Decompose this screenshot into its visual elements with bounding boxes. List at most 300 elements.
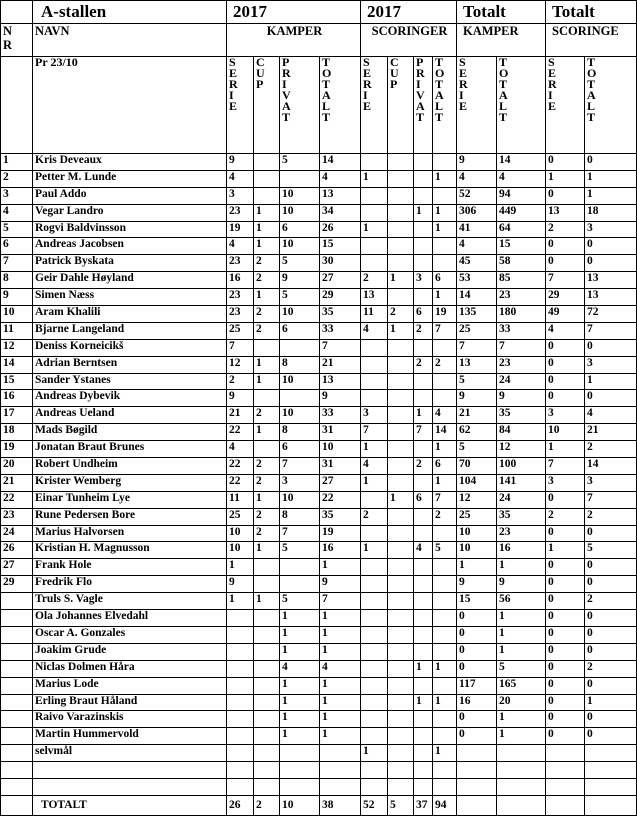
cell-cup-scoringer: 5 xyxy=(388,795,414,815)
cell-totalt-scoringer: 1 xyxy=(433,221,457,238)
nr-label: NR xyxy=(3,24,13,52)
cell-serie-kamper xyxy=(227,694,254,711)
cell-nr: 27 xyxy=(1,559,33,576)
cell-name: Patrick Byskata xyxy=(33,255,227,272)
cell-cup-kamper xyxy=(254,626,280,643)
cell-cup-scoringer: 2 xyxy=(388,306,414,323)
cell-totalt-total-kamper: 15 xyxy=(497,238,546,255)
cell-totalt-kamper: 9 xyxy=(320,390,361,407)
sub-totalt: TOTALT xyxy=(587,56,597,124)
cell-privat-scoringer xyxy=(414,390,433,407)
cell-cup-kamper xyxy=(254,610,280,627)
cell-serie-scoringer: 1 xyxy=(361,221,388,238)
cell-totalt-scoringer xyxy=(433,525,457,542)
cell-serie-total-scoringer: 49 xyxy=(546,306,585,323)
cell-totalt-scoringer: 6 xyxy=(433,458,457,475)
cell-name: Jonatan Braut Brunes xyxy=(33,441,227,458)
cell-serie-scoringer xyxy=(361,356,388,373)
cell-name: Andreas Ueland xyxy=(33,407,227,424)
cell-cup-kamper: 2 xyxy=(254,322,280,339)
cell-name: Martin Hummervold xyxy=(33,728,227,745)
cell-serie-total-kamper: 5 xyxy=(457,373,497,390)
cell-cup-scoringer xyxy=(388,221,414,238)
table-row xyxy=(1,593,637,610)
cell-cup-scoringer xyxy=(388,525,414,542)
cell-totalt-kamper: 7 xyxy=(320,339,361,356)
kamper-label: KAMPER xyxy=(227,24,361,57)
cell-serie-kamper xyxy=(227,728,254,745)
cell-totalt-scoringer: 1 xyxy=(433,289,457,306)
cell-cup-scoringer xyxy=(388,576,414,593)
cell-serie-scoringer xyxy=(361,255,388,272)
cell-totalt-kamper: 4 xyxy=(320,170,361,187)
cell-serie-scoringer: 3 xyxy=(361,407,388,424)
cell-serie-scoringer xyxy=(361,390,388,407)
cell-cup-kamper: 1 xyxy=(254,424,280,441)
cell-serie-scoringer: 2 xyxy=(361,272,388,289)
cell-privat-scoringer: 2 xyxy=(414,322,433,339)
cell-totalt-scoringer: 4 xyxy=(433,407,457,424)
cell-totalt-kamper: 35 xyxy=(320,508,361,525)
header-row-sub xyxy=(1,57,637,154)
cell-totalt-kamper: 1 xyxy=(320,728,361,745)
cell-totalt-scoringer: 5 xyxy=(433,542,457,559)
cell-totalt-kamper: 1 xyxy=(320,677,361,694)
cell-serie-kamper: 23 xyxy=(227,306,254,323)
table-row xyxy=(1,474,637,491)
cell-name: Fredrik Flo xyxy=(33,576,227,593)
cell-serie-total-kamper: 10 xyxy=(457,525,497,542)
cell-totalt-kamper: 19 xyxy=(320,525,361,542)
cell-nr: 16 xyxy=(1,390,33,407)
cell-privat-kamper: 9 xyxy=(280,272,320,289)
cell-privat-kamper: 10 xyxy=(280,238,320,255)
table-row xyxy=(1,289,637,306)
cell-totalt-total-kamper: 449 xyxy=(497,204,546,221)
cell-privat-kamper: 1 xyxy=(280,626,320,643)
cell-serie-scoringer xyxy=(361,559,388,576)
cell-cup-kamper xyxy=(254,694,280,711)
empty-cell xyxy=(320,762,361,779)
table-row xyxy=(1,170,637,187)
cell-totalt-scoringer: 2 xyxy=(433,508,457,525)
cell-totalt-total-kamper: 24 xyxy=(497,491,546,508)
cell-nr xyxy=(1,694,33,711)
cell-privat-kamper: 5 xyxy=(280,593,320,610)
cell-serie-kamper: 2 xyxy=(227,373,254,390)
table-row xyxy=(1,491,637,508)
cell-cup-scoringer xyxy=(388,154,414,171)
cell-cup-kamper: 1 xyxy=(254,373,280,390)
cell-totalt-total-scoringer: 0 xyxy=(585,677,637,694)
cell-serie-kamper: 22 xyxy=(227,458,254,475)
empty-cell xyxy=(227,778,254,795)
cell-totalt-scoringer xyxy=(433,339,457,356)
cell-serie-kamper xyxy=(227,643,254,660)
cell-totalt-total-kamper: 12 xyxy=(497,441,546,458)
cell-totalt-total-scoringer xyxy=(585,745,637,762)
cell-serie-kamper: 9 xyxy=(227,154,254,171)
cell-serie-scoringer xyxy=(361,238,388,255)
cell-nr xyxy=(1,593,33,610)
empty-cell xyxy=(414,762,433,779)
cell-totalt-total-scoringer: 0 xyxy=(585,525,637,542)
cell-nr: 3 xyxy=(1,187,33,204)
table-row xyxy=(1,542,637,559)
cell-serie-total-kamper: 70 xyxy=(457,458,497,475)
empty-cell xyxy=(546,778,585,795)
sub-serie: SERIE xyxy=(363,56,372,113)
cell-serie-total-scoringer: 0 xyxy=(546,559,585,576)
cell-serie-total-kamper: 62 xyxy=(457,424,497,441)
table-row xyxy=(1,373,637,390)
cell-name: Raivo Varazinskis xyxy=(33,711,227,728)
cell-serie-total-kamper: 12 xyxy=(457,491,497,508)
cell-serie-kamper xyxy=(227,745,254,762)
cell-nr: 21 xyxy=(1,474,33,491)
cell-serie-total-scoringer: 0 xyxy=(546,373,585,390)
table-row xyxy=(1,441,637,458)
cell-serie-total-scoringer: 0 xyxy=(546,576,585,593)
cell-name: Mads Bøgild xyxy=(33,424,227,441)
cell-name: Petter M. Lunde xyxy=(33,170,227,187)
cell-serie-scoringer: 52 xyxy=(361,795,388,815)
cell-privat-scoringer xyxy=(414,221,433,238)
cell-totalt-total-kamper: 1 xyxy=(497,626,546,643)
cell-serie-total-kamper: 21 xyxy=(457,407,497,424)
cell-serie-total-kamper: 41 xyxy=(457,221,497,238)
cell-totalt-scoringer: 1 xyxy=(433,441,457,458)
cell-nr xyxy=(1,626,33,643)
cell-totalt-kamper: 10 xyxy=(320,441,361,458)
cell-cup-kamper: 1 xyxy=(254,542,280,559)
table-row xyxy=(1,610,637,627)
empty-cell xyxy=(361,778,388,795)
cell-totalt-total-scoringer: 2 xyxy=(585,508,637,525)
cell-serie-kamper: 4 xyxy=(227,441,254,458)
cell-serie-total-kamper: 52 xyxy=(457,187,497,204)
cell-totalt-total-kamper: 64 xyxy=(497,221,546,238)
cell-totalt-kamper: 21 xyxy=(320,356,361,373)
cell-serie-total-scoringer: 0 xyxy=(546,643,585,660)
date-label: Pr 23/10 xyxy=(33,57,227,154)
cell-totalt-scoringer: 2 xyxy=(433,356,457,373)
cell-serie-total-scoringer: 3 xyxy=(546,474,585,491)
cell-serie-scoringer: 13 xyxy=(361,289,388,306)
cell-serie-total-kamper: 9 xyxy=(457,390,497,407)
cell-cup-scoringer xyxy=(388,238,414,255)
cell-name: Einar Tunheim Lye xyxy=(33,491,227,508)
cell-privat-kamper: 8 xyxy=(280,356,320,373)
cell-totalt-total-kamper: 1 xyxy=(497,711,546,728)
cell-totalt-total-scoringer: 3 xyxy=(585,474,637,491)
table-row xyxy=(1,204,637,221)
totalt-scoringer-header: Totalt xyxy=(546,1,637,24)
cell-cup-scoringer xyxy=(388,356,414,373)
table-row xyxy=(1,559,637,576)
cell-serie-total-kamper: 0 xyxy=(457,728,497,745)
cell-totalt-kamper: 22 xyxy=(320,491,361,508)
cell-totalt-total-kamper: 100 xyxy=(497,458,546,475)
cell-serie-scoringer: 1 xyxy=(361,542,388,559)
cell-serie-kamper xyxy=(227,660,254,677)
cell-serie-total-kamper: 25 xyxy=(457,322,497,339)
cell-serie-scoringer xyxy=(361,339,388,356)
cell-totalt-kamper: 13 xyxy=(320,187,361,204)
cell-totalt-scoringer xyxy=(433,187,457,204)
cell-serie-scoringer: 1 xyxy=(361,474,388,491)
cell-serie-total-kamper: 104 xyxy=(457,474,497,491)
cell-serie-total-scoringer: 7 xyxy=(546,272,585,289)
cell-name: Aram Khalili xyxy=(33,306,227,323)
cell-serie-total-scoringer: 0 xyxy=(546,677,585,694)
table-row xyxy=(1,339,637,356)
cell-privat-scoringer xyxy=(414,187,433,204)
cell-privat-scoringer xyxy=(414,593,433,610)
sub-serie: SERIE xyxy=(459,56,468,113)
cell-privat-kamper: 10 xyxy=(280,491,320,508)
cell-nr: 2 xyxy=(1,170,33,187)
cell-privat-scoringer xyxy=(414,339,433,356)
cell-totalt-total-kamper: 165 xyxy=(497,677,546,694)
cell-totalt-total-scoringer: 2 xyxy=(585,441,637,458)
cell-cup-scoringer xyxy=(388,711,414,728)
empty-cell xyxy=(585,762,637,779)
cell-serie-total-kamper: 0 xyxy=(457,626,497,643)
cell-totalt-total-kamper: 1 xyxy=(497,559,546,576)
cell-name: Marius Halvorsen xyxy=(33,525,227,542)
cell-nr: 6 xyxy=(1,238,33,255)
cell-serie-scoringer: 11 xyxy=(361,306,388,323)
cell-serie-scoringer: 2 xyxy=(361,508,388,525)
table-row xyxy=(1,424,637,441)
cell-totalt-scoringer: 1 xyxy=(433,170,457,187)
cell-serie-kamper: 25 xyxy=(227,508,254,525)
table-row xyxy=(1,255,637,272)
empty-cell xyxy=(280,778,320,795)
cell-serie-total-kamper: 9 xyxy=(457,154,497,171)
cell-totalt-total-kamper: 23 xyxy=(497,356,546,373)
cell-serie-kamper xyxy=(227,610,254,627)
cell-nr xyxy=(1,677,33,694)
cell-totalt-total-kamper: 58 xyxy=(497,255,546,272)
empty-cell xyxy=(33,778,227,795)
cell-nr: 9 xyxy=(1,289,33,306)
cell-totalt-total-kamper: 85 xyxy=(497,272,546,289)
cell-serie-kamper: 23 xyxy=(227,204,254,221)
cell-name: Bjarne Langeland xyxy=(33,322,227,339)
cell-nr: 22 xyxy=(1,491,33,508)
cell-privat-kamper: 5 xyxy=(280,255,320,272)
cell-totalt-total-kamper: 56 xyxy=(497,593,546,610)
cell-serie-scoringer xyxy=(361,711,388,728)
cell-cup-kamper: 2 xyxy=(254,795,280,815)
cell-totalt-scoringer: 1 xyxy=(433,745,457,762)
cell-totalt-scoringer: 1 xyxy=(433,694,457,711)
cell-cup-kamper xyxy=(254,339,280,356)
cell-totalt-scoringer: 19 xyxy=(433,306,457,323)
cell-serie-total-scoringer: 0 xyxy=(546,255,585,272)
cell-totalt-scoringer xyxy=(433,677,457,694)
cell-totalt-total-scoringer: 0 xyxy=(585,643,637,660)
cell-name: Paul Addo xyxy=(33,187,227,204)
empty-cell xyxy=(585,778,637,795)
cell-serie-scoringer xyxy=(361,610,388,627)
cell-serie-scoringer: 4 xyxy=(361,458,388,475)
blank-row xyxy=(1,762,637,779)
cell-serie-total-kamper: 1 xyxy=(457,559,497,576)
cell-privat-scoringer: 1 xyxy=(414,660,433,677)
cell-cup-scoringer xyxy=(388,728,414,745)
cell-totalt-kamper: 33 xyxy=(320,322,361,339)
table-row xyxy=(1,221,637,238)
cell-cup-kamper xyxy=(254,576,280,593)
cell-privat-scoringer xyxy=(414,255,433,272)
cell-serie-scoringer xyxy=(361,154,388,171)
cell-serie-total-scoringer xyxy=(546,745,585,762)
cell-serie-kamper xyxy=(227,626,254,643)
cell-serie-total-scoringer: 1 xyxy=(546,441,585,458)
cell-cup-scoringer xyxy=(388,441,414,458)
cell-privat-kamper: 4 xyxy=(280,660,320,677)
cell-privat-kamper xyxy=(280,170,320,187)
cell-cup-scoringer xyxy=(388,424,414,441)
cell-cup-kamper: 2 xyxy=(254,306,280,323)
cell-totalt-total-kamper: 23 xyxy=(497,525,546,542)
cell-totalt-total-scoringer: 0 xyxy=(585,154,637,171)
cell-serie-scoringer xyxy=(361,643,388,660)
cell-cup-scoringer xyxy=(388,677,414,694)
cell-serie-scoringer: 7 xyxy=(361,424,388,441)
cell-totalt-total-kamper: 16 xyxy=(497,542,546,559)
cell-privat-kamper: 7 xyxy=(280,525,320,542)
cell-serie-scoringer: 1 xyxy=(361,745,388,762)
cell-serie-total-scoringer: 0 xyxy=(546,154,585,171)
empty-cell xyxy=(254,762,280,779)
cell-totalt-kamper: 16 xyxy=(320,542,361,559)
cell-serie-total-scoringer: 7 xyxy=(546,458,585,475)
cell-name: Truls S. Vagle xyxy=(33,593,227,610)
cell-serie-total-kamper: 10 xyxy=(457,542,497,559)
cell-cup-scoringer xyxy=(388,407,414,424)
cell-cup-scoringer xyxy=(388,390,414,407)
cell-totalt-total-scoringer: 0 xyxy=(585,559,637,576)
cell-serie-scoringer xyxy=(361,576,388,593)
empty-cell xyxy=(433,762,457,779)
cell-privat-kamper: 1 xyxy=(280,643,320,660)
cell-serie-total-kamper: 45 xyxy=(457,255,497,272)
sub-cup: CUP xyxy=(390,56,399,91)
scoringer-label: SCORINGER xyxy=(361,24,457,57)
cell-cup-scoringer xyxy=(388,373,414,390)
totalt-kamper-header: Totalt xyxy=(457,1,546,24)
header-row-groups xyxy=(1,24,637,57)
cell-serie-total-scoringer: 0 xyxy=(546,593,585,610)
table-row xyxy=(1,677,637,694)
cell-serie-total-kamper: 135 xyxy=(457,306,497,323)
cell-totalt-kamper: 1 xyxy=(320,610,361,627)
cell-totalt-scoringer xyxy=(433,559,457,576)
cell-cup-kamper: 1 xyxy=(254,289,280,306)
cell-privat-scoringer xyxy=(414,170,433,187)
cell-totalt-kamper: 35 xyxy=(320,306,361,323)
table-row xyxy=(1,694,637,711)
cell-totalt-total-kamper: 14 xyxy=(497,154,546,171)
cell-totalt-scoringer xyxy=(433,728,457,745)
cell-totalt-total-scoringer: 0 xyxy=(585,255,637,272)
cell-cup-scoringer xyxy=(388,694,414,711)
cell-serie-scoringer xyxy=(361,660,388,677)
cell-cup-kamper xyxy=(254,711,280,728)
cell-privat-scoringer xyxy=(414,711,433,728)
cell-totalt-kamper: 38 xyxy=(320,795,361,815)
cell-totalt-total-kamper: 35 xyxy=(497,508,546,525)
cell-totalt-scoringer: 14 xyxy=(433,424,457,441)
empty-cell xyxy=(1,778,33,795)
cell-serie-total-scoringer: 1 xyxy=(546,170,585,187)
cell-totalt-scoringer xyxy=(433,576,457,593)
cell-name: Oscar A. Gonzales xyxy=(33,626,227,643)
cell-cup-kamper: 1 xyxy=(254,204,280,221)
cell-serie-total-scoringer: 13 xyxy=(546,204,585,221)
cell-totalt-total-kamper: 7 xyxy=(497,339,546,356)
cell-serie-kamper: 10 xyxy=(227,542,254,559)
cell-totalt-total-kamper: 9 xyxy=(497,390,546,407)
cell-privat-scoringer: 3 xyxy=(414,272,433,289)
cell-privat-kamper: 5 xyxy=(280,289,320,306)
cell-totalt-scoringer: 7 xyxy=(433,491,457,508)
cell-cup-kamper xyxy=(254,154,280,171)
cell-totalt-scoringer: 94 xyxy=(433,795,457,815)
cell-cup-scoringer xyxy=(388,187,414,204)
cell-cup-scoringer xyxy=(388,170,414,187)
cell-privat-scoringer: 2 xyxy=(414,458,433,475)
empty-cell xyxy=(33,762,227,779)
cell-cup-kamper: 1 xyxy=(254,238,280,255)
cell-privat-kamper xyxy=(280,339,320,356)
cell-totalt-total-scoringer: 13 xyxy=(585,289,637,306)
cell-serie-kamper: 11 xyxy=(227,491,254,508)
cell-serie-total-scoringer: 0 xyxy=(546,728,585,745)
cell-totalt-total-kamper: 5 xyxy=(497,660,546,677)
cell-serie-kamper: 9 xyxy=(227,390,254,407)
cell-totalt-total-kamper: 94 xyxy=(497,187,546,204)
cell-serie-total-scoringer: 0 xyxy=(546,187,585,204)
cell-serie-kamper: 25 xyxy=(227,322,254,339)
cell-totalt-total-scoringer: 5 xyxy=(585,542,637,559)
cell-nr: 23 xyxy=(1,508,33,525)
cell-totalt-total-scoringer xyxy=(585,795,637,815)
cell-totalt-scoringer xyxy=(433,255,457,272)
cell-serie-total-kamper: 5 xyxy=(457,441,497,458)
cell-name: Andreas Jacobsen xyxy=(33,238,227,255)
cell-name: Frank Hole xyxy=(33,559,227,576)
cell-cup-scoringer xyxy=(388,289,414,306)
cell-nr: 29 xyxy=(1,576,33,593)
cell-serie-total-kamper xyxy=(457,795,497,815)
cell-serie-scoringer xyxy=(361,373,388,390)
cell-serie-kamper: 12 xyxy=(227,356,254,373)
cell-cup-kamper: 2 xyxy=(254,508,280,525)
cell-totalt-kamper: 13 xyxy=(320,373,361,390)
cell-nr: 24 xyxy=(1,525,33,542)
cell-totalt-kamper: 29 xyxy=(320,289,361,306)
cell-nr xyxy=(1,728,33,745)
cell-serie-total-scoringer: 0 xyxy=(546,238,585,255)
cell-totalt-total-kamper: 141 xyxy=(497,474,546,491)
cell-name: Rune Pedersen Bore xyxy=(33,508,227,525)
cell-totalt-scoringer xyxy=(433,626,457,643)
